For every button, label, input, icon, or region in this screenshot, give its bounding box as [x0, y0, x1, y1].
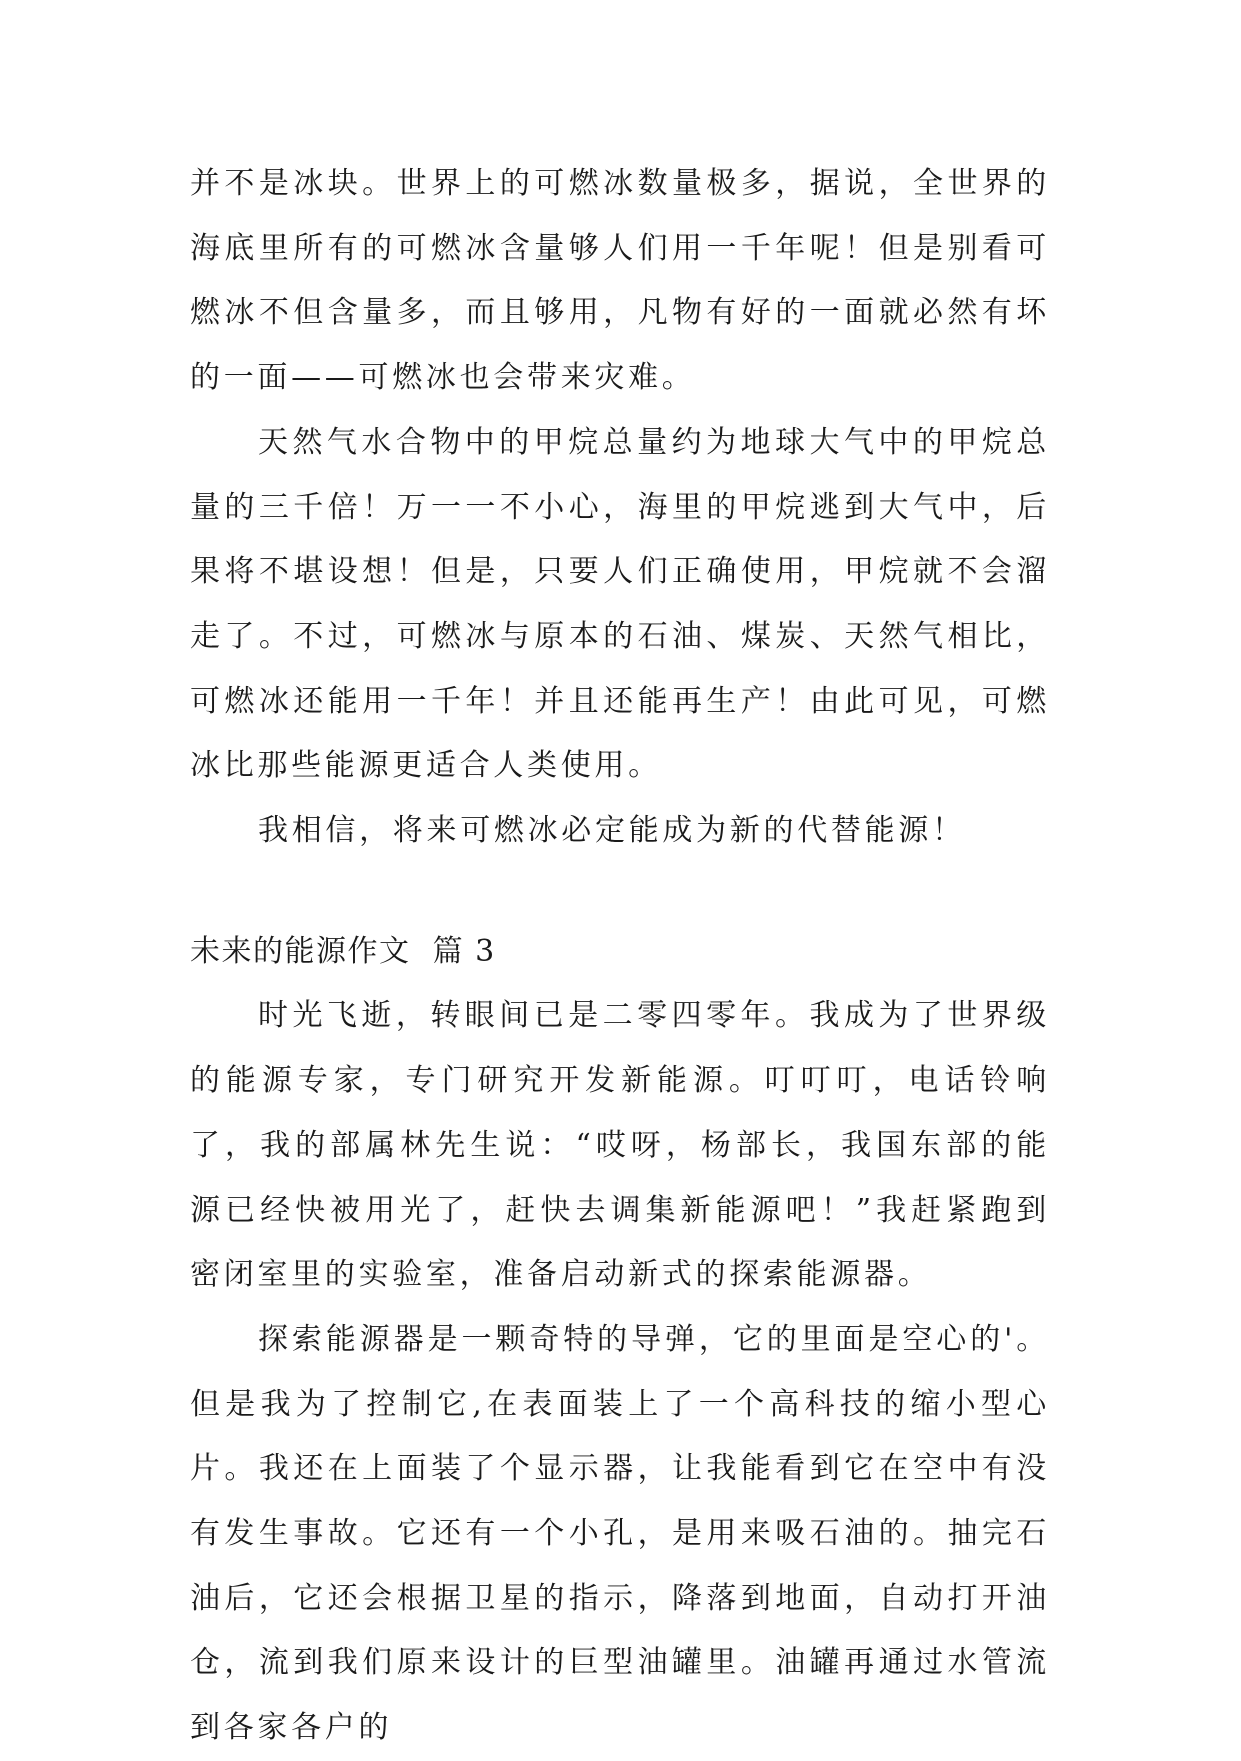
document-body	[190, 152, 1050, 1761]
paragraph-methane: 天然气水合物中的甲烷总量约为地球大气中的甲烷总量的三千倍！万一一不小心，海里的甲烷逃到大气中，后果将不堪设想！但是，只要人们正确使用，甲烷就不会溜走了。不过，可燃冰与原本的石油、煤炭、天然气相比，可燃冰还能用一千年！并且还能再生产！由此可见，可燃冰比那些能源更适合人类使用。	[190, 424, 1050, 784]
section-title: 未来的能源作文 篇 3	[190, 933, 496, 969]
paragraph-explorer-device: 探索能源器是一颗奇特的导弹，它的里面是空心的'。但是我为了控制它,在表面装上了一个高科技的缩小型心片。我还在上面装了个显示器，让我能看到它在空中有没有发生事故。它还有一个小孔，是用来吸石油的。抽完石油后，它还会根据卫星的指示，降落到地面，自动打开油仓，流到我们原来设计的巨型油罐里。油罐再通过水管流到各家各户的	[190, 1321, 1050, 1746]
paragraph-continued: 并不是冰块。世界上的可燃冰数量极多，据说，全世界的海底里所有的可燃冰含量够人们用一千年呢！但是别看可燃冰不但含量多，而且够用，凡物有好的一面就必然有坏的一面——可燃冰也会带来灾难。	[190, 166, 1050, 396]
paragraph-intro: 时光飞逝，转眼间已是二零四零年。我成为了世界级的能源专家，专门研究开发新能源。叮叮叮，电话铃响了，我的部属林先生说：“哎呀，杨部长，我国东部的能源已经快被用光了，赶快去调集新能源吧！”我赶紧跑到密闭室里的实验室，准备启动新式的探索能源器。	[190, 998, 1050, 1293]
paragraph-conclusion: 我相信，将来可燃冰必定能成为新的代替能源！	[258, 813, 966, 849]
